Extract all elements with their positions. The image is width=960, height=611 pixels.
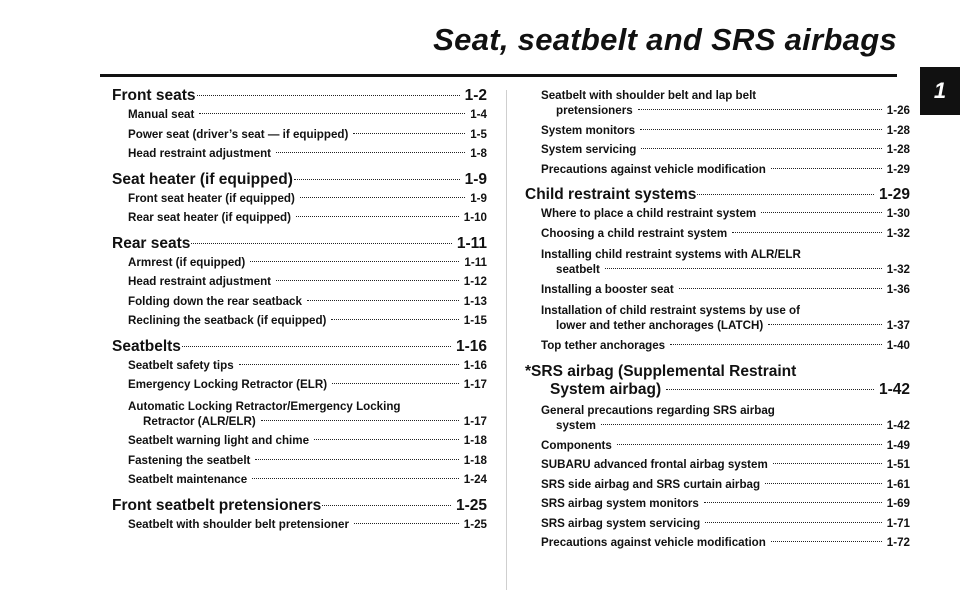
toc-page-number: 1-51 xyxy=(886,458,910,471)
dot-leader xyxy=(314,439,459,440)
toc-page-number: 1-5 xyxy=(470,127,487,141)
toc-entry-label: Seatbelt safety tips xyxy=(128,358,234,372)
dot-leader xyxy=(250,261,459,262)
toc-section[interactable] xyxy=(525,186,910,207)
dot-leader xyxy=(704,502,882,503)
dot-leader xyxy=(276,280,459,281)
toc-page-number: 1-8 xyxy=(470,147,487,160)
toc-entry-label: Child restraint systems xyxy=(525,186,697,203)
toc-entry-label: Installing child restraint systems with ALR/ELR xyxy=(541,248,801,261)
toc-page-number: 1-25 xyxy=(463,517,487,531)
toc-entry-label: Rear seat heater (if equipped) xyxy=(128,211,291,224)
toc-subsection[interactable] xyxy=(112,275,487,295)
toc-page-number: 1-37 xyxy=(886,319,910,332)
dot-leader xyxy=(705,522,882,523)
toc-page-number: 1-24 xyxy=(463,473,487,486)
toc-entry-label: General precautions regarding SRS airbag xyxy=(541,404,775,417)
toc-subsection[interactable] xyxy=(525,402,910,439)
toc-subsection[interactable] xyxy=(525,302,910,339)
toc-entry-label: SRS airbag system servicing xyxy=(541,516,701,530)
toc-subsection[interactable] xyxy=(525,339,910,359)
toc-subsection[interactable] xyxy=(525,497,910,517)
toc-subsection[interactable] xyxy=(525,517,910,537)
toc-entry-label: Folding down the rear seatback xyxy=(128,294,302,308)
toc-page-number: 1-10 xyxy=(463,211,487,224)
dot-leader xyxy=(182,346,451,347)
dot-leader xyxy=(322,505,451,506)
toc-page-number: 1-71 xyxy=(886,516,910,530)
toc-entry-row xyxy=(541,419,910,439)
dot-leader xyxy=(252,478,459,479)
toc-subsection[interactable] xyxy=(525,207,910,227)
dot-leader xyxy=(617,444,882,445)
toc-page-number: 1-11 xyxy=(456,234,487,252)
dot-leader xyxy=(761,212,882,213)
dot-leader xyxy=(773,463,882,464)
toc-page-number: 1-61 xyxy=(886,477,910,491)
dot-leader xyxy=(601,424,882,425)
toc-page-number: 1-32 xyxy=(886,226,910,240)
toc-page-number: 1-11 xyxy=(464,255,487,269)
toc-entry-label: Fastening the seatbelt xyxy=(128,453,251,467)
toc-subsection[interactable] xyxy=(525,283,910,303)
toc-subsection[interactable] xyxy=(525,536,910,556)
toc-entry-label: Head restraint adjustment xyxy=(128,275,272,288)
toc-entry-label: Front seats xyxy=(112,87,196,104)
dot-leader xyxy=(354,523,459,524)
toc-entry-label: Front seat heater (if equipped) xyxy=(128,191,295,205)
toc-subsection[interactable] xyxy=(112,147,487,167)
toc-entry-label: *SRS airbag (Supplemental Restraint xyxy=(525,363,797,380)
page-title: Seat, seatbelt and SRS airbags xyxy=(433,22,897,57)
toc-page-number: 1-17 xyxy=(463,414,487,428)
toc-page-number: 1-25 xyxy=(455,496,487,514)
toc-page-number: 1-42 xyxy=(878,381,910,398)
dot-leader xyxy=(307,300,459,301)
dot-leader xyxy=(353,133,465,134)
toc-right-column xyxy=(525,87,910,556)
toc-page-number: 1-32 xyxy=(886,263,910,276)
dot-leader xyxy=(641,148,881,149)
toc-subsection[interactable] xyxy=(525,163,910,183)
toc-entry-label: Precautions against vehicle modification xyxy=(541,536,766,549)
toc-section[interactable] xyxy=(525,362,910,402)
toc-page-number: 1-49 xyxy=(886,438,910,452)
toc-subsection[interactable] xyxy=(525,87,910,124)
toc-subsection[interactable] xyxy=(525,478,910,498)
toc-subsection[interactable] xyxy=(112,108,487,128)
toc-entry-label: Seatbelt with shoulder belt pretensioner xyxy=(128,517,349,531)
dot-leader xyxy=(638,109,882,110)
toc-section[interactable] xyxy=(112,171,487,192)
toc-entry-label: Rear seats xyxy=(112,234,191,252)
toc-page-number: 1-29 xyxy=(886,162,910,176)
dot-leader xyxy=(332,383,459,384)
toc-subsection[interactable] xyxy=(525,124,910,144)
toc-entry-label-continued: seatbelt xyxy=(556,263,600,276)
dot-leader xyxy=(697,194,874,195)
dot-leader xyxy=(768,324,882,325)
dot-leader xyxy=(296,216,459,217)
toc-page-number: 1-40 xyxy=(886,338,910,352)
dot-leader xyxy=(771,168,882,169)
toc-page-number: 1-12 xyxy=(463,275,487,288)
toc-subsection[interactable] xyxy=(112,295,487,315)
toc-entry-label: Seat heater (if equipped) xyxy=(112,170,293,188)
toc-subsection[interactable] xyxy=(112,454,487,474)
toc-left-column xyxy=(112,87,487,537)
toc-entry-row xyxy=(128,415,487,435)
toc-subsection[interactable] xyxy=(525,227,910,247)
toc-page-number: 1-2 xyxy=(464,87,487,104)
toc-entry-label: Seatbelt maintenance xyxy=(128,473,248,486)
toc-entry-label: Installing a booster seat xyxy=(541,282,674,296)
chapter-tab[interactable]: 1 xyxy=(920,67,960,115)
toc-page-number: 1-42 xyxy=(886,419,910,432)
toc-entry-label: Power seat (driver’s seat — if equipped) xyxy=(128,127,349,141)
dot-leader xyxy=(294,179,460,180)
dot-leader xyxy=(191,243,451,244)
toc-entry-label: Precautions against vehicle modification xyxy=(541,162,766,176)
toc-subsection[interactable] xyxy=(112,518,487,538)
toc-page-number: 1-9 xyxy=(470,191,487,205)
dot-leader xyxy=(605,268,882,269)
toc-entry-label: System monitors xyxy=(541,123,636,137)
toc-entry-row xyxy=(541,319,910,339)
toc-page-number: 1-13 xyxy=(463,294,487,308)
toc-entry-label: Automatic Locking Retractor/Emergency Locking xyxy=(128,399,401,413)
toc-entry-label-continued: pretensioners xyxy=(556,104,633,117)
toc-entry-label: Seatbelt warning light and chime xyxy=(128,434,310,447)
dot-leader xyxy=(732,232,882,233)
toc-entry-label: Head restraint adjustment xyxy=(128,147,272,160)
dot-leader xyxy=(670,344,882,345)
dot-leader xyxy=(331,319,458,320)
column-divider xyxy=(506,90,507,590)
toc-page-number: 1-17 xyxy=(463,378,487,391)
toc-entry-label: Installation of child restraint systems by use of xyxy=(541,304,800,317)
toc-entry-label: System servicing xyxy=(541,143,637,156)
dot-leader xyxy=(197,95,460,96)
toc-entry-label: SUBARU advanced frontal airbag system xyxy=(541,458,768,471)
dot-leader xyxy=(765,483,882,484)
toc-entry-label: Where to place a child restraint system xyxy=(541,207,757,220)
toc-page-number: 1-16 xyxy=(463,358,487,372)
toc-entry-label: Choosing a child restraint system xyxy=(541,226,728,240)
toc-subsection[interactable] xyxy=(112,192,487,212)
toc-entry-label-continued: System airbag) xyxy=(550,381,662,398)
dot-leader xyxy=(666,389,874,390)
dot-leader xyxy=(261,420,459,421)
toc-page-number: 1-30 xyxy=(886,207,910,220)
toc-page-number: 1-72 xyxy=(886,536,910,549)
toc-section[interactable] xyxy=(112,497,487,518)
toc-page-number: 1-18 xyxy=(463,453,487,467)
dot-leader xyxy=(640,129,882,130)
dot-leader xyxy=(276,152,465,153)
toc-entry-label-continued: lower and tether anchorages (LATCH) xyxy=(556,319,764,332)
toc-page-number: 1-18 xyxy=(463,434,487,447)
toc-section[interactable] xyxy=(112,338,487,359)
toc-entry-row xyxy=(541,263,910,283)
toc-page-number: 1-28 xyxy=(886,123,910,137)
toc-entry-label: SRS airbag system monitors xyxy=(541,497,699,510)
toc-subsection[interactable] xyxy=(525,246,910,283)
toc-entry-label: Reclining the seatback (if equipped) xyxy=(128,314,327,327)
toc-entry-label: Front seatbelt pretensioners xyxy=(112,496,322,514)
toc-subsection[interactable] xyxy=(112,473,487,493)
dot-leader xyxy=(679,288,882,289)
toc-subsection[interactable] xyxy=(112,256,487,276)
toc-page-number: 1-36 xyxy=(886,282,910,296)
toc-page-number: 1-9 xyxy=(464,170,487,188)
toc-subsection[interactable] xyxy=(112,314,487,334)
toc-entry-label: Manual seat xyxy=(128,108,195,121)
toc-entry-label-continued: Retractor (ALR/ELR) xyxy=(143,414,256,428)
toc-entry-label: Components xyxy=(541,438,612,452)
toc-entry-label: Emergency Locking Retractor (ELR) xyxy=(128,378,328,391)
toc-entry-label: SRS side airbag and SRS curtain airbag xyxy=(541,477,761,491)
toc-page-number: 1-4 xyxy=(470,108,487,121)
dot-leader xyxy=(771,541,882,542)
toc-entry-label: Armrest (if equipped) xyxy=(128,255,246,269)
toc-entry-label: Seatbelt with shoulder belt and lap belt xyxy=(541,89,757,102)
toc-subsection[interactable] xyxy=(525,458,910,478)
toc-page-number: 1-26 xyxy=(886,104,910,117)
toc-page-number: 1-16 xyxy=(455,337,487,355)
dot-leader xyxy=(255,459,458,460)
toc-subsection[interactable] xyxy=(112,398,487,435)
toc-entry-label-continued: system xyxy=(556,419,596,432)
toc-subsection[interactable] xyxy=(112,359,487,379)
toc-subsection[interactable] xyxy=(112,211,487,231)
dot-leader xyxy=(199,113,465,114)
dot-leader xyxy=(239,364,459,365)
toc-page-number: 1-28 xyxy=(886,143,910,156)
toc-page-number: 1-69 xyxy=(886,497,910,510)
toc-subsection[interactable] xyxy=(112,378,487,398)
title-rule xyxy=(100,74,897,77)
toc-section[interactable] xyxy=(112,235,487,256)
toc-page-number: 1-29 xyxy=(878,186,910,203)
toc-subsection[interactable] xyxy=(525,439,910,459)
toc-subsection[interactable] xyxy=(525,143,910,163)
toc-entry-row xyxy=(525,381,910,402)
dot-leader xyxy=(300,197,465,198)
toc-entry-label: Seatbelts xyxy=(112,337,181,355)
toc-subsection[interactable] xyxy=(112,434,487,454)
toc-page-number: 1-15 xyxy=(463,314,487,327)
toc-entry-label: Top tether anchorages xyxy=(541,338,666,352)
toc-subsection[interactable] xyxy=(112,128,487,148)
toc-section[interactable] xyxy=(112,87,487,108)
toc-entry-row xyxy=(541,104,910,124)
